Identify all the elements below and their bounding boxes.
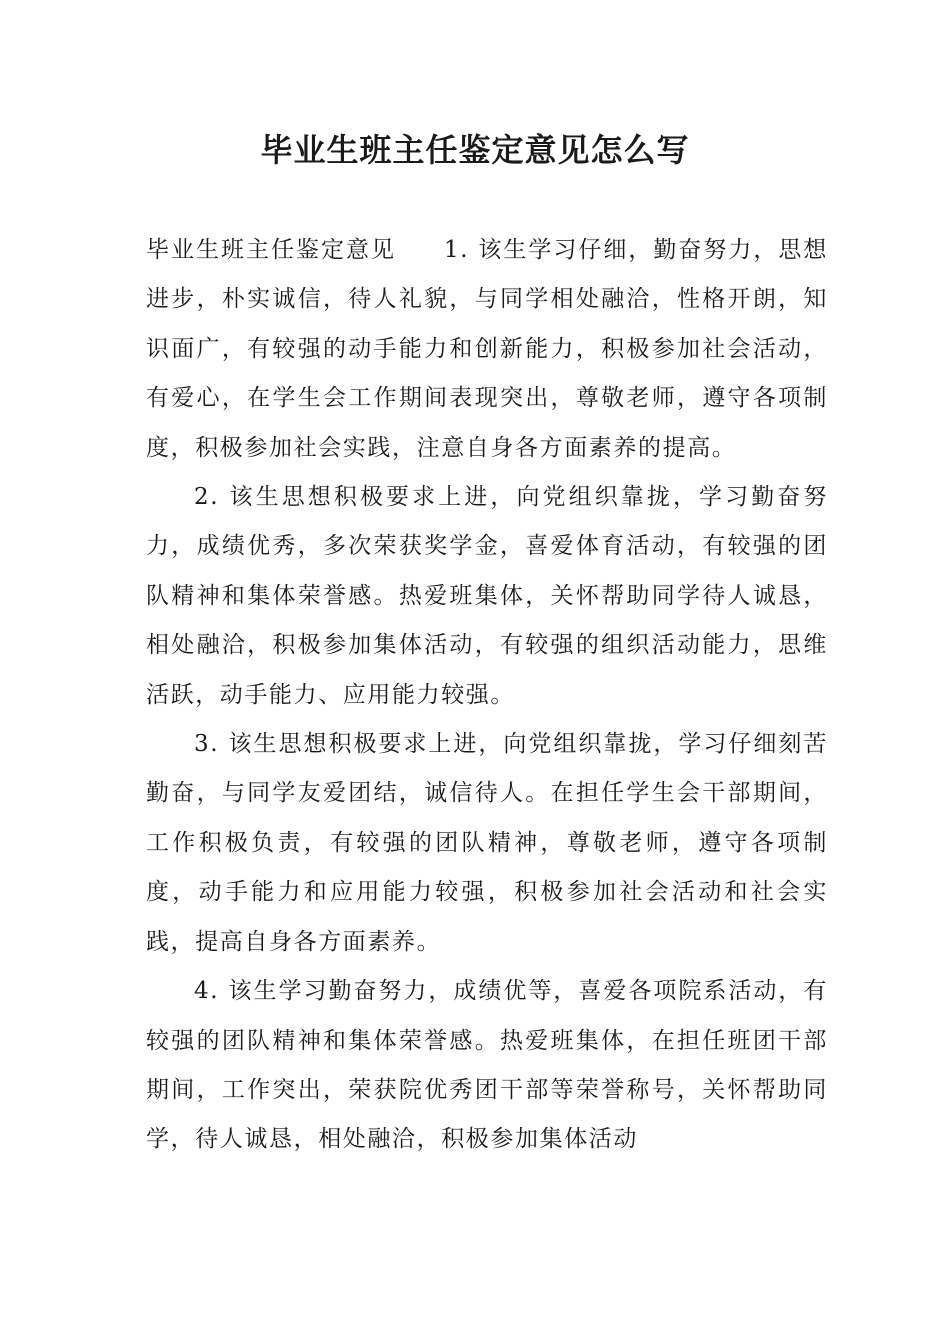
document-title: 毕业生班主任鉴定意见怎么写 <box>260 131 690 169</box>
intro-label: 毕业生班主任鉴定意见 <box>146 237 396 263</box>
document-body <box>146 226 828 1165</box>
paragraph-1-text: 1. 该生学习仔细，勤奋努力，思想进步，朴实诚信，待人礼貌，与同学相处融洽，性格开朗，知识面广，有较强的动手能力和创新能力，积极参加社会活动，有爱心，在学生会工作期间表现突出，尊敬老师，遵守各项制度，积极参加社会实践，注意自身各方面素养的提高。 <box>146 237 828 461</box>
paragraph-1 <box>146 226 828 473</box>
paragraph-4: 4. 该生学习勤奋努力，成绩优等，喜爱各项院系活动，有较强的团队精神和集体荣誉感。热爱班集体，在担任班团干部期间，工作突出，荣获院优秀团干部等荣誉称号，关怀帮助同学，待人诚恳，相处融洽，积极参加集体活动 <box>146 978 828 1153</box>
paragraph-3: 3. 该生思想积极要求上进，向党组织靠拢，学习仔细刻苦勤奋，与同学友爱团结，诚信待人。在担任学生会干部期间，工作积极负责，有较强的团队精神，尊敬老师，遵守各项制度，动手能力和应用能力较强，积极参加社会活动和社会实践，提高自身各方面素养。 <box>146 731 828 955</box>
paragraph-2: 2. 该生思想积极要求上进，向党组织靠拢，学习勤奋努力，成绩优秀，多次荣获奖学金，喜爱体育活动，有较强的团队精神和集体荣誉感。热爱班集体，关怀帮助同学待人诚恳，相处融洽，积极参加集体活动，有较强的组织活动能力，思维活跃，动手能力、应用能力较强。 <box>146 484 828 708</box>
